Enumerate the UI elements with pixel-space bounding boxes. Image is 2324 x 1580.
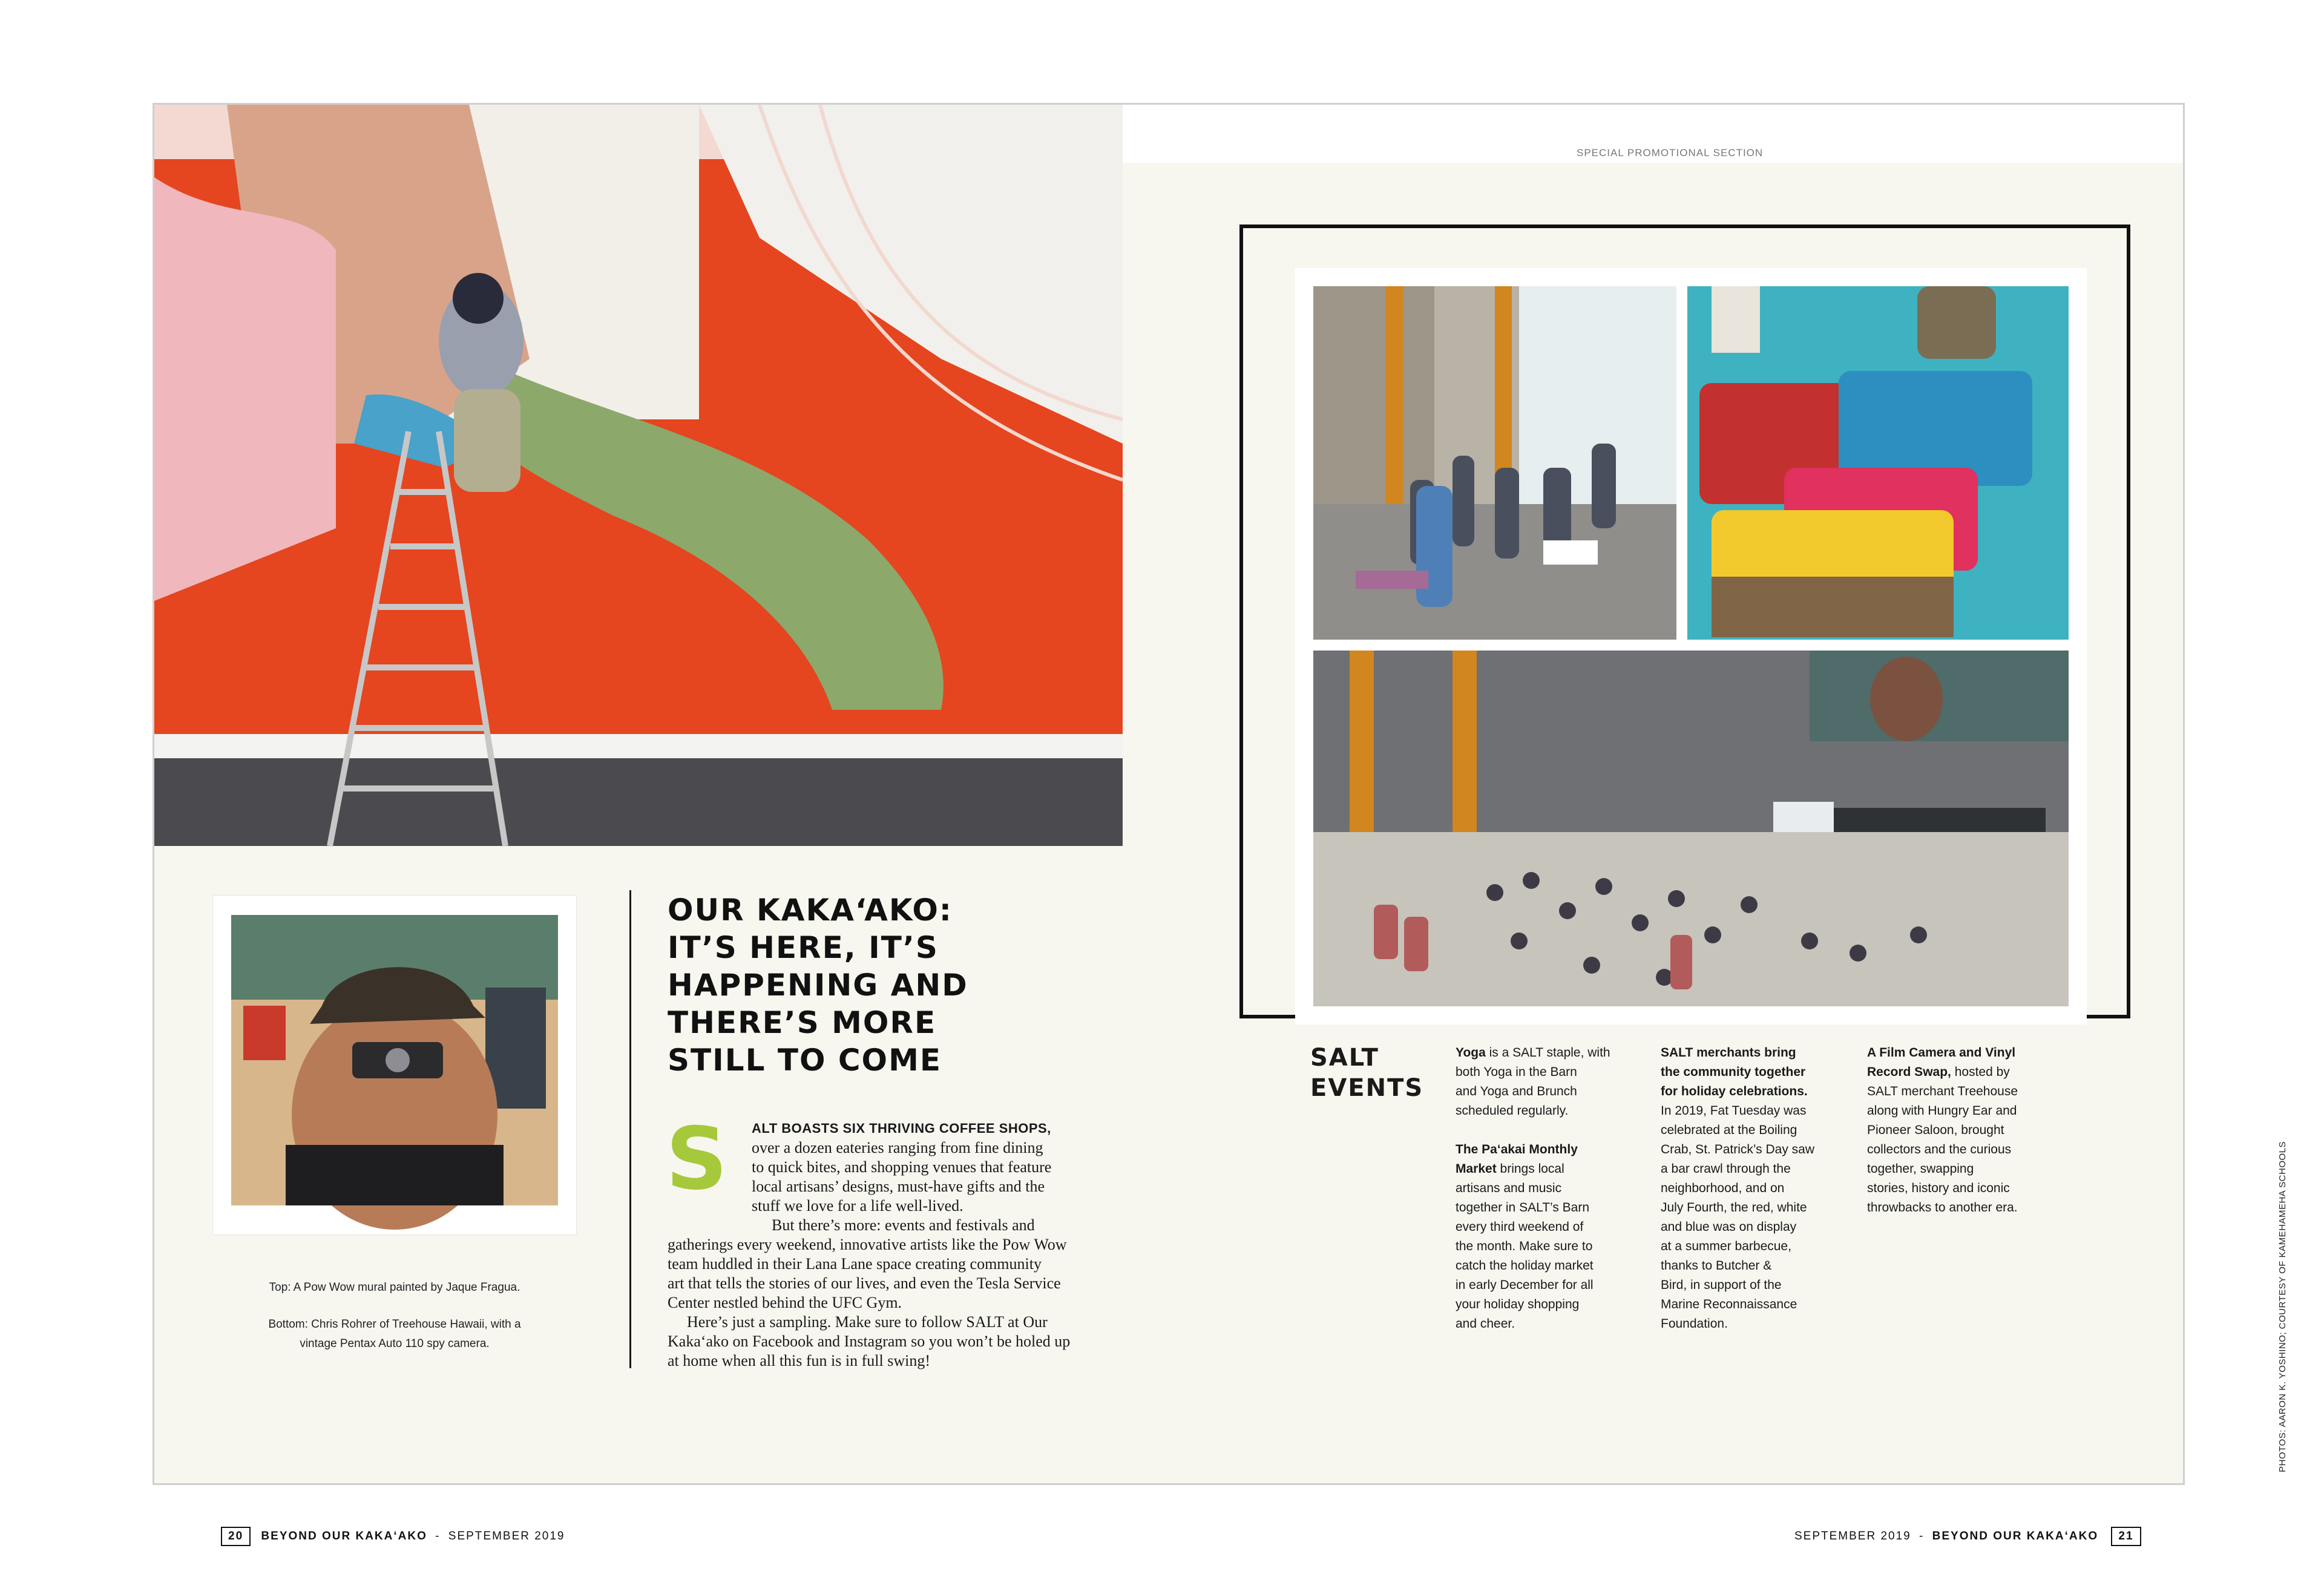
event-text: collectors and the curious: [1867, 1142, 2012, 1156]
event-text-line: [1867, 1043, 2018, 1063]
event-text-line: [1661, 1159, 1814, 1179]
event-text: Pioneer Saloon, brought: [1867, 1123, 2004, 1137]
event-text: throwbacks to another era.: [1867, 1201, 2018, 1215]
pouches-photo: [1687, 286, 2069, 640]
event-text: catch the holiday market: [1456, 1259, 1594, 1273]
event-text: scheduled regularly.: [1456, 1104, 1569, 1118]
event-text-bold: for holiday celebrations.: [1661, 1084, 1808, 1098]
event-text: Foundation.: [1661, 1317, 1728, 1331]
event-text: stories, history and iconic: [1867, 1181, 2010, 1195]
event-text-bold: Record Swap,: [1867, 1065, 1951, 1079]
event-text-line: [1661, 1179, 1814, 1198]
event-text-line: [1867, 1082, 2018, 1101]
footer-date: SEPTEMBER 2019: [448, 1530, 565, 1542]
event-text: celebrated at the Boiling: [1661, 1123, 1797, 1137]
salt-events-title-line: EVENTS: [1310, 1074, 1424, 1102]
event-text: thanks to Butcher &: [1661, 1259, 1772, 1273]
yoga-photo: [1313, 286, 1676, 640]
page-number: 21: [2111, 1527, 2141, 1546]
headline: [668, 891, 1103, 1079]
event-text-bold: the community together: [1661, 1065, 1806, 1079]
salt-events-title: [1310, 1043, 1423, 1103]
event-text-line: [1867, 1101, 2018, 1121]
footer-separator: -: [435, 1530, 441, 1542]
event-text-line: [1867, 1121, 2018, 1140]
salt-events-box: [1239, 225, 2130, 1018]
event-text: and Yoga and Brunch: [1456, 1084, 1577, 1098]
event-text: Marine Reconnaissance: [1661, 1297, 1797, 1311]
event-text-line: [1456, 1276, 1610, 1295]
footer-date: SEPTEMBER 2019: [1794, 1530, 1911, 1542]
event-text-line: [1456, 1256, 1610, 1276]
magazine-spread: [153, 103, 2288, 1542]
event-text-line: [1661, 1276, 1814, 1295]
event-text-line: [1456, 1043, 1610, 1063]
column-divider: [629, 890, 631, 1368]
event-text-line: [1661, 1314, 1814, 1334]
event-text-bold: Market: [1456, 1162, 1497, 1176]
event-text-line: [1661, 1198, 1814, 1218]
event-text-line: [1456, 1159, 1610, 1179]
event-text-line: [1661, 1101, 1814, 1121]
event-text: the month. Make sure to: [1456, 1239, 1593, 1253]
body-text-line: Kaka‘ako on Facebook and Instagram so you won’t be holed up: [668, 1333, 1071, 1350]
event-text-line: [1867, 1140, 2018, 1159]
event-text-line: [1456, 1218, 1610, 1237]
footer-publication: BEYOND OUR KAKA‘AKO: [1932, 1530, 2099, 1542]
portrait-photo-frame: [213, 896, 576, 1234]
events-column-3: [1867, 1043, 2018, 1218]
body-text-line: art that tells the stories of our lives, and even the Tesla Service: [668, 1274, 1061, 1292]
event-text-line: [1661, 1063, 1814, 1082]
portrait-photo: [231, 915, 558, 1205]
courtyard-event-photo: [1313, 651, 2069, 1006]
body-text-line: gatherings every weekend, innovative artists like the Pow Wow: [668, 1236, 1067, 1253]
lead-in: ALT BOASTS SIX THRIVING COFFEE SHOPS,: [752, 1121, 1051, 1136]
event-text: Crab, St. Patrick’s Day saw: [1661, 1142, 1815, 1156]
headline-line: OUR KAKA‘AKO:: [668, 893, 953, 928]
event-text-line: [1456, 1101, 1610, 1121]
body-text-line: stuff we love for a life well-lived.: [752, 1197, 963, 1215]
caption-bottom-line-1: Bottom: Chris Rohrer of Treehouse Hawaii, with a: [268, 1318, 521, 1331]
event-text-line: [1456, 1198, 1610, 1218]
event-text: SALT merchant Treehouse: [1867, 1084, 2018, 1098]
event-text-line: [1661, 1082, 1814, 1101]
event-text-line: [1867, 1159, 2018, 1179]
events-column-2: [1661, 1043, 1814, 1334]
drop-cap: S: [666, 1109, 728, 1209]
event-text-bold: A Film Camera and Vinyl: [1867, 1046, 2016, 1060]
event-text: in early December for all: [1456, 1278, 1594, 1292]
event-text: neighborhood, and on: [1661, 1181, 1785, 1195]
body-text-line: Here’s just a sampling. Make sure to follow SALT at Our: [687, 1313, 1048, 1331]
event-text-line: [1661, 1295, 1814, 1314]
event-text-line: [1456, 1140, 1610, 1159]
event-text-line: [1867, 1179, 2018, 1198]
event-text-line: [1867, 1198, 2018, 1218]
events-column-1: [1456, 1043, 1610, 1334]
left-page-footer: [221, 1527, 565, 1546]
event-text-line: [1456, 1237, 1610, 1256]
headline-line: STILL TO COME: [668, 1043, 942, 1078]
photo-credit: PHOTOS: AARON K. YOSHINO; COURTESY OF KAMEHAMEHA SCHOOLS: [2277, 1141, 2288, 1472]
mural-photo: [154, 105, 1123, 846]
event-text: and cheer.: [1456, 1317, 1515, 1331]
event-text-line: [1456, 1314, 1610, 1334]
body-text-line: team huddled in their Lana Lane space creating community: [668, 1255, 1042, 1273]
event-text-line: [1661, 1140, 1814, 1159]
page-number: 20: [221, 1527, 251, 1546]
event-text: your holiday shopping: [1456, 1297, 1580, 1311]
event-text-line: [1456, 1121, 1610, 1140]
event-text: artisans and music: [1456, 1181, 1562, 1195]
footer-publication: BEYOND OUR KAKA‘AKO: [261, 1530, 427, 1542]
event-text-line: [1456, 1082, 1610, 1101]
event-text: July Fourth, the red, white: [1661, 1201, 1807, 1215]
event-text-line: [1661, 1237, 1814, 1256]
event-text: is a SALT staple, with: [1485, 1046, 1610, 1060]
event-text-line: [1661, 1043, 1814, 1063]
event-text: hosted by: [1951, 1065, 2010, 1079]
body-text-line: over a dozen eateries ranging from fine dining: [752, 1139, 1043, 1156]
event-text: brings local: [1496, 1162, 1564, 1176]
body-text-line: at home when all this fun is in full swing!: [668, 1352, 931, 1369]
event-text-line: [1456, 1063, 1610, 1082]
body-text-line: Center nestled behind the UFC Gym.: [668, 1294, 902, 1311]
event-text: both Yoga in the Barn: [1456, 1065, 1577, 1079]
event-text: together, swapping: [1867, 1162, 1974, 1176]
body-text-line: to quick bites, and shopping venues that feature: [752, 1158, 1052, 1176]
headline-line: THERE’S MORE: [668, 1005, 937, 1040]
caption-top: Top: A Pow Wow mural painted by Jaque Fragua.: [269, 1281, 520, 1294]
event-text-line: [1456, 1295, 1610, 1314]
salt-events-title-line: SALT: [1310, 1044, 1379, 1072]
footer-separator: -: [1919, 1530, 1925, 1542]
event-text: every third weekend of: [1456, 1220, 1584, 1234]
promo-label: SPECIAL PROMOTIONAL SECTION: [1577, 147, 1764, 159]
event-text-line: [1661, 1218, 1814, 1237]
caption-bottom-line-2: vintage Pentax Auto 110 spy camera.: [300, 1337, 490, 1350]
right-page-footer: [1794, 1527, 2141, 1546]
event-text-line: [1456, 1179, 1610, 1198]
event-text-line: [1867, 1063, 2018, 1082]
event-text-line: [1661, 1121, 1814, 1140]
event-text-bold: SALT merchants bring: [1661, 1046, 1796, 1060]
headline-line: HAPPENING AND: [668, 968, 968, 1003]
event-text: In 2019, Fat Tuesday was: [1661, 1104, 1807, 1118]
headline-line: IT’S HERE, IT’S: [668, 930, 939, 965]
event-text-bold: The Pa‘akai Monthly: [1456, 1142, 1578, 1156]
event-text: a bar crawl through the: [1661, 1162, 1791, 1176]
event-text: together in SALT’s Barn: [1456, 1201, 1590, 1215]
event-text: and blue was on display: [1661, 1220, 1797, 1234]
event-text-line: [1661, 1256, 1814, 1276]
event-text-bold: Yoga: [1456, 1046, 1486, 1060]
body-text-line: But there’s more: events and festivals and: [772, 1216, 1035, 1234]
body-text-line: local artisans’ designs, must-have gifts and the: [752, 1178, 1045, 1195]
event-text: along with Hungry Ear and: [1867, 1104, 2017, 1118]
event-text: Bird, in support of the: [1661, 1278, 1782, 1292]
photo-grid: [1295, 268, 2087, 1024]
event-text: at a summer barbecue,: [1661, 1239, 1791, 1253]
